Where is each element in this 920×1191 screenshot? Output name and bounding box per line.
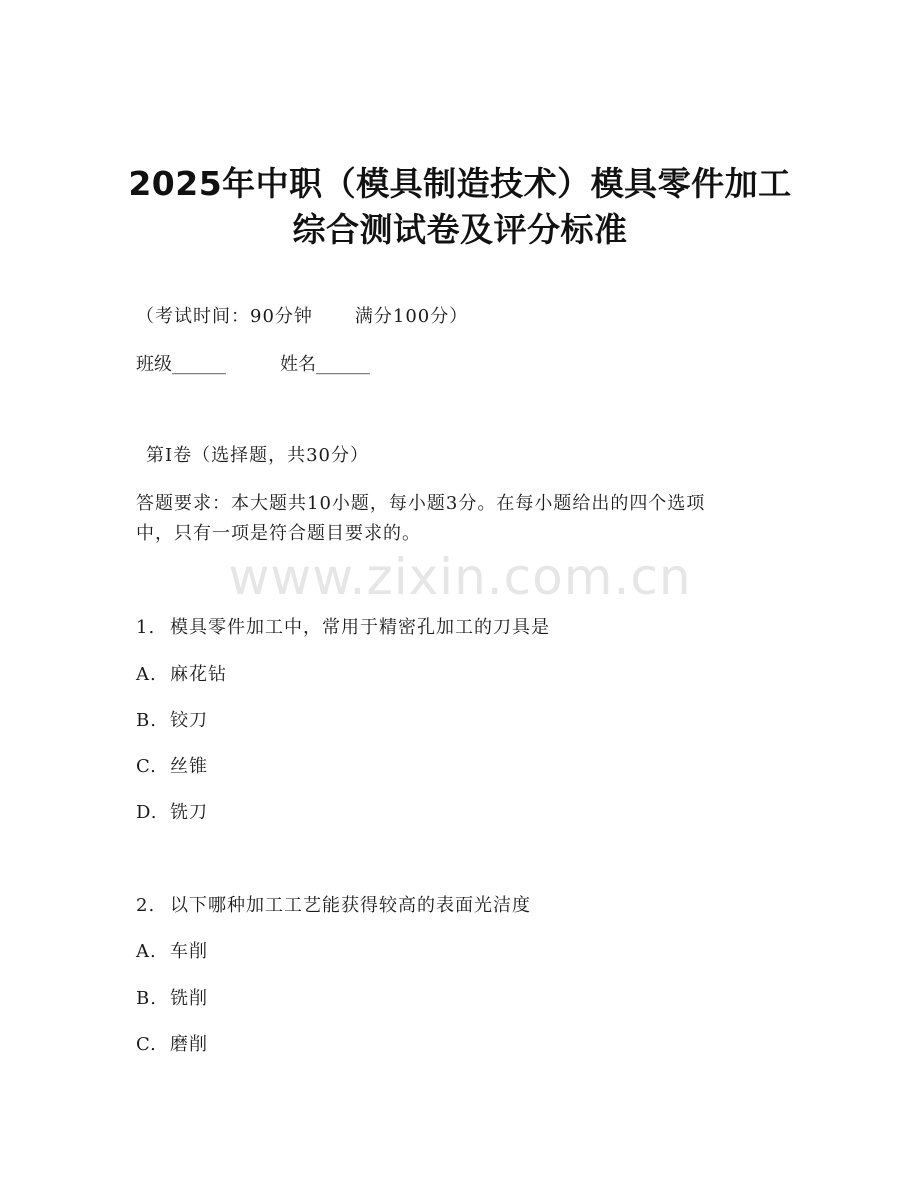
option-text: 铰刀 — [170, 710, 208, 731]
option-letter: A. — [136, 941, 157, 962]
question-2-option-b — [136, 984, 208, 1010]
question-text: 以下哪种加工工艺能获得较高的表面光洁度 — [170, 895, 531, 916]
exam-meta — [136, 302, 468, 328]
option-letter: C. — [136, 1034, 157, 1055]
question-2-option-c — [136, 1030, 208, 1056]
instructions-line1: 答题要求：本大题共10小题，每小题3分。在每小题给出的四个选项 — [136, 493, 706, 514]
class-field: 班级______ — [136, 354, 226, 375]
watermark: www.zixin.com.cn — [228, 548, 692, 606]
option-letter: D. — [136, 802, 158, 823]
section-title: 第I卷（选择题，共30分） — [146, 445, 370, 466]
student-info — [136, 350, 370, 376]
option-text: 车削 — [170, 941, 208, 962]
question-2-option-a — [136, 937, 208, 963]
full-score: 满分100分） — [354, 306, 469, 327]
option-text: 铣削 — [170, 988, 208, 1009]
option-letter: C. — [136, 756, 157, 777]
option-text: 丝锥 — [170, 756, 208, 777]
option-letter: B. — [136, 710, 157, 731]
option-letter: B. — [136, 988, 157, 1009]
question-1-option-c — [136, 752, 208, 778]
exam-time: （考试时间：90分钟 — [136, 306, 313, 327]
question-2 — [136, 891, 531, 917]
option-letter: A. — [136, 664, 157, 685]
instructions-line2: 中，只有一项是符合题目要求的。 — [136, 523, 421, 544]
question-1-option-b — [136, 706, 208, 732]
question-number: 1. — [136, 617, 156, 638]
document-title-line2: 综合测试卷及评分标准 — [292, 210, 628, 249]
question-text: 模具零件加工中，常用于精密孔加工的刀具是 — [170, 617, 550, 638]
option-text: 麻花钻 — [170, 664, 227, 685]
document-title-line1: 2025年中职（模具制造技术）模具零件加工 — [128, 164, 792, 203]
question-1-option-a — [136, 660, 227, 686]
name-field: 姓名______ — [280, 354, 370, 375]
option-text: 磨削 — [170, 1034, 208, 1055]
option-text: 铣刀 — [170, 802, 208, 823]
question-1 — [136, 613, 550, 639]
question-number: 2. — [136, 895, 156, 916]
question-1-option-d — [136, 798, 208, 824]
